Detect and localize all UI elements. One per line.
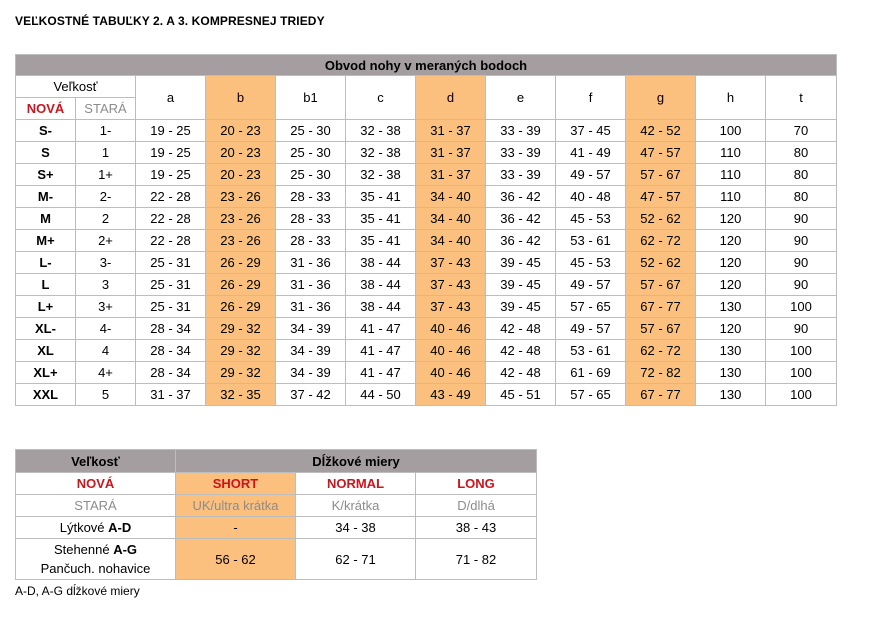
- column-header-a: a: [136, 76, 206, 120]
- cell-b1: 37 - 42: [276, 384, 346, 406]
- size-new: XXL: [16, 384, 76, 406]
- column-header-t: t: [766, 76, 837, 120]
- cell-g: 57 - 67: [626, 274, 696, 296]
- length-cell: 71 - 82: [416, 539, 537, 580]
- size-old: 3-: [76, 252, 136, 274]
- size-new: M-: [16, 186, 76, 208]
- cell-t: 90: [766, 274, 837, 296]
- size-new: XL: [16, 340, 76, 362]
- row-label-line2: Pančuch. nohavice: [40, 561, 151, 576]
- size-new: M+: [16, 230, 76, 252]
- table-row: [16, 186, 837, 208]
- cell-h: 120: [696, 274, 766, 296]
- cell-e: 39 - 45: [486, 252, 556, 274]
- column-header-d: d: [416, 76, 486, 120]
- cell-b1: 25 - 30: [276, 120, 346, 142]
- cell-b1: 31 - 36: [276, 274, 346, 296]
- cell-f: 61 - 69: [556, 362, 626, 384]
- cell-d: 34 - 40: [416, 186, 486, 208]
- cell-h: 120: [696, 252, 766, 274]
- row-label-text: Stehenné: [53, 542, 114, 557]
- cell-b1: 28 - 33: [276, 208, 346, 230]
- cell-d: 37 - 43: [416, 252, 486, 274]
- cell-c: 32 - 38: [346, 142, 416, 164]
- table-row: [16, 208, 837, 230]
- cell-e: 42 - 48: [486, 318, 556, 340]
- cell-a: 28 - 34: [136, 362, 206, 384]
- cell-t: 90: [766, 318, 837, 340]
- cell-h: 130: [696, 384, 766, 406]
- length-cell: 62 - 71: [296, 539, 416, 580]
- cell-d: 34 - 40: [416, 230, 486, 252]
- column-header-c: c: [346, 76, 416, 120]
- cell-d: 40 - 46: [416, 362, 486, 384]
- cell-b: 20 - 23: [206, 120, 276, 142]
- cell-e: 45 - 51: [486, 384, 556, 406]
- cell-b1: 25 - 30: [276, 164, 346, 186]
- size-new: XL-: [16, 318, 76, 340]
- cell-t: 90: [766, 208, 837, 230]
- column-header-f: f: [556, 76, 626, 120]
- cell-b: 20 - 23: [206, 164, 276, 186]
- size-new: L: [16, 274, 76, 296]
- cell-b: 26 - 29: [206, 296, 276, 318]
- cell-b1: 34 - 39: [276, 318, 346, 340]
- cell-h: 120: [696, 230, 766, 252]
- cell-a: 22 - 28: [136, 230, 206, 252]
- cell-a: 25 - 31: [136, 274, 206, 296]
- cell-b1: 28 - 33: [276, 186, 346, 208]
- cell-c: 32 - 38: [346, 120, 416, 142]
- cell-c: 44 - 50: [346, 384, 416, 406]
- length-cell: 34 - 38: [296, 517, 416, 539]
- cell-b1: 31 - 36: [276, 296, 346, 318]
- cell-d: 37 - 43: [416, 296, 486, 318]
- size-old: 4-: [76, 318, 136, 340]
- length-old-2: D/dlhá: [416, 495, 537, 517]
- table-row: [16, 340, 837, 362]
- cell-c: 35 - 41: [346, 186, 416, 208]
- size-old: 1-: [76, 120, 136, 142]
- cell-g: 47 - 57: [626, 142, 696, 164]
- cell-g: 67 - 77: [626, 296, 696, 318]
- size-new: M: [16, 208, 76, 230]
- cell-e: 33 - 39: [486, 120, 556, 142]
- cell-g: 52 - 62: [626, 252, 696, 274]
- cell-d: 31 - 37: [416, 120, 486, 142]
- size-old: 1+: [76, 164, 136, 186]
- cell-h: 120: [696, 318, 766, 340]
- size-old: 3: [76, 274, 136, 296]
- cell-c: 41 - 47: [346, 340, 416, 362]
- size-old: 4+: [76, 362, 136, 384]
- cell-a: 31 - 37: [136, 384, 206, 406]
- table-row: [16, 252, 837, 274]
- cell-c: 38 - 44: [346, 252, 416, 274]
- cell-c: 35 - 41: [346, 208, 416, 230]
- table-row: [16, 164, 837, 186]
- length-cell: 56 - 62: [176, 539, 296, 580]
- length-new-long: LONG: [416, 473, 537, 495]
- cell-b: 23 - 26: [206, 230, 276, 252]
- cell-d: 34 - 40: [416, 208, 486, 230]
- cell-f: 45 - 53: [556, 252, 626, 274]
- size-label: Veľkosť: [16, 76, 136, 98]
- cell-h: 100: [696, 120, 766, 142]
- cell-b: 29 - 32: [206, 318, 276, 340]
- size-new: S-: [16, 120, 76, 142]
- cell-t: 100: [766, 296, 837, 318]
- cell-b: 26 - 29: [206, 252, 276, 274]
- size-new: L-: [16, 252, 76, 274]
- table-row: [16, 120, 837, 142]
- length-size-label: Veľkosť: [16, 450, 176, 473]
- size-old: 2+: [76, 230, 136, 252]
- cell-b: 29 - 32: [206, 362, 276, 384]
- cell-a: 19 - 25: [136, 164, 206, 186]
- cell-e: 42 - 48: [486, 340, 556, 362]
- cell-b: 23 - 26: [206, 186, 276, 208]
- table-row: [16, 296, 837, 318]
- size-old: 2: [76, 208, 136, 230]
- cell-e: 42 - 48: [486, 362, 556, 384]
- cell-h: 120: [696, 208, 766, 230]
- size-new: S: [16, 142, 76, 164]
- cell-c: 38 - 44: [346, 274, 416, 296]
- cell-g: 62 - 72: [626, 340, 696, 362]
- cell-b: 29 - 32: [206, 340, 276, 362]
- cell-h: 130: [696, 362, 766, 384]
- cell-a: 22 - 28: [136, 186, 206, 208]
- cell-f: 40 - 48: [556, 186, 626, 208]
- column-header-h: h: [696, 76, 766, 120]
- size-new: S+: [16, 164, 76, 186]
- cell-f: 53 - 61: [556, 340, 626, 362]
- row-label-calf: [16, 517, 176, 539]
- length-old-1: K/krátka: [296, 495, 416, 517]
- cell-h: 110: [696, 164, 766, 186]
- cell-t: 70: [766, 120, 837, 142]
- cell-e: 36 - 42: [486, 208, 556, 230]
- cell-t: 80: [766, 186, 837, 208]
- cell-a: 19 - 25: [136, 142, 206, 164]
- cell-e: 33 - 39: [486, 164, 556, 186]
- cell-f: 37 - 45: [556, 120, 626, 142]
- cell-f: 49 - 57: [556, 164, 626, 186]
- row-label-thigh: [16, 539, 176, 580]
- cell-t: 100: [766, 362, 837, 384]
- new-size-label: NOVÁ: [16, 98, 76, 120]
- length-new-normal: NORMAL: [296, 473, 416, 495]
- cell-g: 62 - 72: [626, 230, 696, 252]
- cell-d: 40 - 46: [416, 318, 486, 340]
- row-label-text: Lýtkové: [59, 520, 109, 535]
- cell-b: 32 - 35: [206, 384, 276, 406]
- new-size-label: NOVÁ: [16, 473, 176, 495]
- cell-f: 49 - 57: [556, 274, 626, 296]
- cell-h: 110: [696, 186, 766, 208]
- size-new: L+: [16, 296, 76, 318]
- length-header: Dĺžkové miery: [176, 450, 537, 473]
- table-row: [16, 230, 837, 252]
- cell-f: 41 - 49: [556, 142, 626, 164]
- footnote: A-D, A-G dĺžkové miery: [15, 584, 140, 598]
- cell-t: 90: [766, 230, 837, 252]
- old-size-label: STARÁ: [16, 495, 176, 517]
- cell-f: 57 - 65: [556, 384, 626, 406]
- cell-d: 37 - 43: [416, 274, 486, 296]
- table-row: [16, 142, 837, 164]
- size-old: 5: [76, 384, 136, 406]
- table-row: [16, 318, 837, 340]
- cell-h: 130: [696, 340, 766, 362]
- cell-t: 100: [766, 384, 837, 406]
- length-old-0: UK/ultra krátka: [176, 495, 296, 517]
- cell-e: 39 - 45: [486, 274, 556, 296]
- cell-d: 43 - 49: [416, 384, 486, 406]
- cell-f: 45 - 53: [556, 208, 626, 230]
- size-table-length: [15, 449, 537, 580]
- cell-c: 38 - 44: [346, 296, 416, 318]
- cell-e: 33 - 39: [486, 142, 556, 164]
- column-header-e: e: [486, 76, 556, 120]
- cell-g: 67 - 77: [626, 384, 696, 406]
- cell-g: 57 - 67: [626, 164, 696, 186]
- cell-t: 80: [766, 142, 837, 164]
- cell-g: 57 - 67: [626, 318, 696, 340]
- cell-a: 19 - 25: [136, 120, 206, 142]
- size-old: 3+: [76, 296, 136, 318]
- cell-b: 23 - 26: [206, 208, 276, 230]
- cell-e: 36 - 42: [486, 186, 556, 208]
- cell-f: 57 - 65: [556, 296, 626, 318]
- page-title: VEĽKOSTNÉ TABUĽKY 2. A 3. KOMPRESNEJ TRIEDY: [15, 14, 325, 28]
- cell-g: 42 - 52: [626, 120, 696, 142]
- size-new: XL+: [16, 362, 76, 384]
- cell-d: 31 - 37: [416, 142, 486, 164]
- table-row: [16, 274, 837, 296]
- cell-g: 52 - 62: [626, 208, 696, 230]
- column-header-b1: b1: [276, 76, 346, 120]
- cell-e: 39 - 45: [486, 296, 556, 318]
- table-row: [16, 362, 837, 384]
- cell-t: 80: [766, 164, 837, 186]
- row-label-code: A-G: [113, 542, 138, 557]
- length-cell: -: [176, 517, 296, 539]
- cell-g: 72 - 82: [626, 362, 696, 384]
- length-new-short: SHORT: [176, 473, 296, 495]
- cell-f: 49 - 57: [556, 318, 626, 340]
- cell-b1: 31 - 36: [276, 252, 346, 274]
- cell-b: 20 - 23: [206, 142, 276, 164]
- cell-g: 47 - 57: [626, 186, 696, 208]
- cell-a: 25 - 31: [136, 252, 206, 274]
- length-cell: 38 - 43: [416, 517, 537, 539]
- size-old: 1: [76, 142, 136, 164]
- size-table-circumference: [15, 54, 837, 406]
- cell-b1: 34 - 39: [276, 362, 346, 384]
- cell-a: 25 - 31: [136, 296, 206, 318]
- cell-t: 100: [766, 340, 837, 362]
- table-row: [16, 384, 837, 406]
- cell-a: 22 - 28: [136, 208, 206, 230]
- cell-e: 36 - 42: [486, 230, 556, 252]
- cell-d: 31 - 37: [416, 164, 486, 186]
- cell-t: 90: [766, 252, 837, 274]
- cell-c: 35 - 41: [346, 230, 416, 252]
- cell-b: 26 - 29: [206, 274, 276, 296]
- cell-a: 28 - 34: [136, 340, 206, 362]
- old-size-label: STARÁ: [76, 98, 136, 120]
- cell-c: 41 - 47: [346, 362, 416, 384]
- cell-h: 110: [696, 142, 766, 164]
- size-old: 4: [76, 340, 136, 362]
- cell-c: 41 - 47: [346, 318, 416, 340]
- cell-d: 40 - 46: [416, 340, 486, 362]
- circumference-header: Obvod nohy v meraných bodoch: [16, 55, 837, 76]
- column-header-b: b: [206, 76, 276, 120]
- row-label-code: A-D: [108, 520, 132, 535]
- column-header-g: g: [626, 76, 696, 120]
- cell-b1: 34 - 39: [276, 340, 346, 362]
- cell-f: 53 - 61: [556, 230, 626, 252]
- cell-a: 28 - 34: [136, 318, 206, 340]
- cell-b1: 28 - 33: [276, 230, 346, 252]
- cell-c: 32 - 38: [346, 164, 416, 186]
- cell-b1: 25 - 30: [276, 142, 346, 164]
- size-old: 2-: [76, 186, 136, 208]
- cell-h: 130: [696, 296, 766, 318]
